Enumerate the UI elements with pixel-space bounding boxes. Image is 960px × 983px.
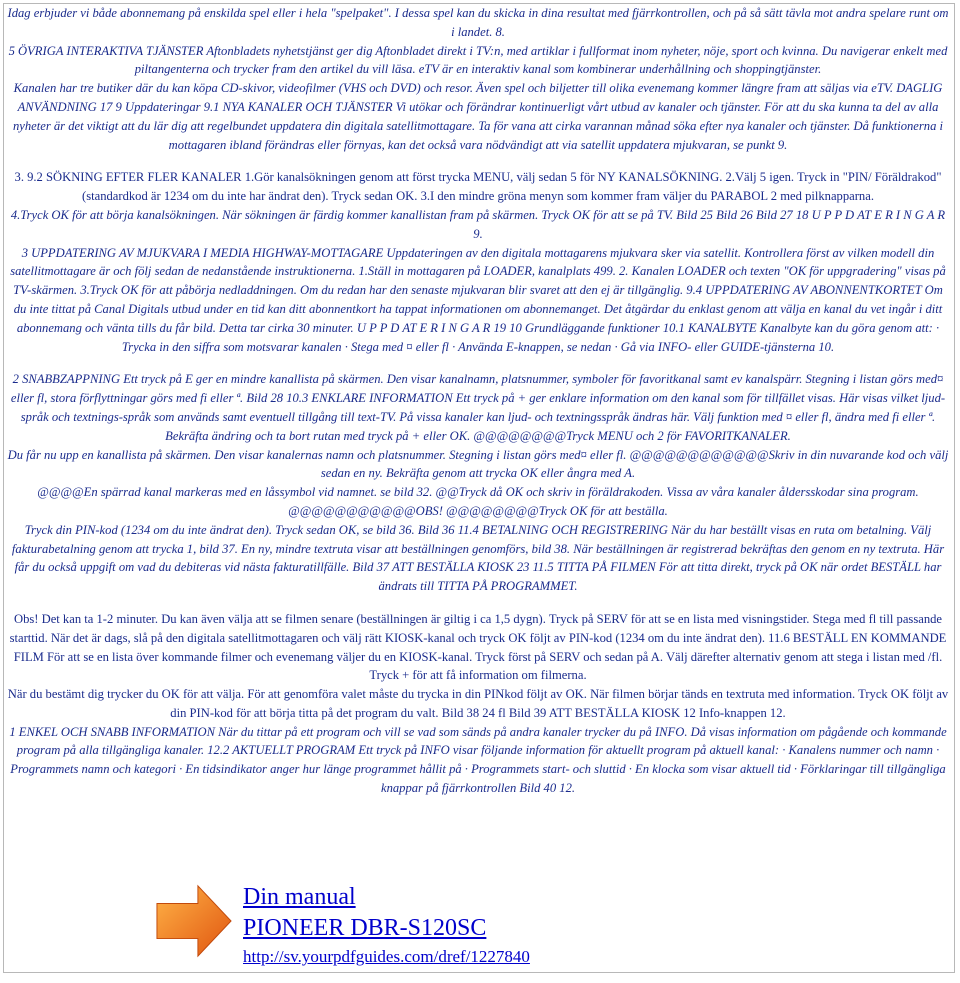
- paragraph-gap: [6, 596, 950, 610]
- paragraph: Tryck din PIN-kod (1234 om du inte ändrat den). Tryck sedan OK, se bild 36. Bild 36 11.4 BETALNING OCH REGISTRERING När du har beställt visas en ruta om betalning. Välj fakturabetalning genom att trycka 1, bild 37. En ny, mindre textruta visar att beställningen genomförs, bild 38. När beställningen är registrerad bekräftas den genom en ny textruta. Här får du också uppgift om vad du debiteras vid nästa fakturatillfälle. Bild 37 ATT BESTÄLLA KIOSK 23 11.5 TITTA PÅ FILMEN För att titta direkt, tryck på OK när ordet BESTÄLL har ändrats till TITTA PÅ PROGRAMMET.: [11, 522, 945, 594]
- paragraph: Obs! Det kan ta 1-2 minuter. Du kan även välja att se filmen senare (beställningen är giltig i ca 1,5 dygn). Tryck på SERV för att se en lista med visningstider. Stega med fl till passande starttid. När det är dags, slå på den digitala satellitmottagaren och välj rätt KIOSK-kanal och tryck OK följt av PIN-kod (1234 om du inte ändrat den). 11.6 BESTÄLL EN KOMMANDE FILM För att se en lista över kommande filmer och evenemang väljer du en KIOSK-kanal. Tryck först på SERV och sedan på A. Välj därefter alternativ genom att stega i listan med /fl. Tryck + för att få information om filmerna.: [9, 611, 947, 683]
- paragraph: 3. 9.2 SÖKNING EFTER FLER KANALER 1.Gör kanalsökningen genom att först trycka MENU, välj sedan 5 för NY KANALSÖKNING. 2.Välj 5 igen. Tryck in "PIN/ Föräldrakod" (standardkod är 1234 om du inte har ändrat den). Tryck sedan OK. 3.I den mindre gröna menyn som kommer fram väljer du PARABOL 2 med pilknapparna.: [14, 170, 942, 204]
- paragraph: 5 ÖVRIGA INTERAKTIVA TJÄNSTER Aftonbladets nyhetstjänst ger dig Aftonbladet direkt i TV:n, med artiklar i fullformat inom nyheter, nöje, sport och kvinna. Du navigerar enkelt med piltangenterna och trycker fram den artikel du vill läsa. eTV är en interaktiv kanal som kombinerar underhållning och shoppingtjänster.: [8, 43, 948, 77]
- paragraph-gap: [6, 356, 950, 370]
- paragraph: Du får nu upp en kanallista på skärmen. Den visar kanalernas namn och platsnummer. Stegning i listan görs med¤ eller fl. @@@@@@@@@@@@Skriv in din nuvarande kod och välj sedan en ny. Bekräfta genom att trycka OK eller ångra med A.: [7, 447, 949, 481]
- paragraph: 1 ENKEL OCH SNABB INFORMATION När du tittar på ett program och vill se vad som sänds på andra kanaler trycker du på INFO. Då visas information om pågående och kommande program på alla tillgängliga kanaler. 12.2 AKTUELLT PROGRAM Ett tryck på INFO visar följande information för aktuellt program på aktuell kanal: · Kanalens nummer och namn · Programmets namn och kategori · En tidsindikator anger hur länge programmet hållit på · Programmets start- och sluttid · En klocka som visar aktuell tid · Förklaringar till tillgängliga knappar på fjärrkontrollen Bild 40 12.: [9, 724, 947, 796]
- paragraph: @@@@En spärrad kanal markeras med en låssymbol vid namnet. se bild 32. @@Tryck då OK och skriv in föräldrakoden. Vissa av våra kanaler åldersskodar sina program. @@@@@@@@@@@OBS! @@@@@@@@Tryck OK för att beställa.: [37, 485, 919, 518]
- manual-link[interactable]: Din manual: [243, 884, 356, 910]
- url-link[interactable]: http://sv.yourpdfguides.com/dref/1227840: [243, 947, 530, 966]
- paragraph: 3 UPPDATERING AV MJUKVARA I MEDIA HIGHWAY-MOTTAGARE Uppdateringen av den digitala mottagarens mjukvara sker via satellit. Kontrollera först av vilken modell din satellitmottagare är och följ sedan de nedanstående instruktionerna. 1.Ställ in mottagaren på LOADER, kanalplats 499. 2. Kanalen LOADER och texten "OK för uppgradering" visas på TV-skärmen. 3.Tryck OK för att påbörja nedladdningen. Om du redan har den senaste mjukvaran blir svaret att den ej är tillgänglig. 9.4 UPPDATERING AV ABONNENTKORTET Om du inte tittat på Canal Digitals utbud under en tid kan ditt abonnentkort ha tappat informationen om abonnemanget. Det åtgärdar du enklast genom att välja en kanal du vet ingår i ditt abonnemang och vänta tills du får bild. Detta tar cirka 30 minuter. U P P D AT E R I N G A R 19 10 Grundläggande funktioner 10.1 KANALBYTE Kanalbyte kan du göra genom att: · Trycka in den siffra som motsvarar kanalen · Stega med ¤ eller fl · Använda E-knappen, se nedan · Gå via INFO- eller GUIDE-tjänsterna 10.: [10, 245, 946, 354]
- product-link[interactable]: PIONEER DBR-S120SC: [243, 915, 487, 941]
- paragraph: 4.Tryck OK för att börja kanalsökningen. När sökningen är färdig kommer kanallistan fram på skärmen. Tryck OK för att se på TV. Bild 25 Bild 26 Bild 27 18 U P P D AT E R I N G A R 9.: [10, 207, 946, 241]
- paragraph: När du bestämt dig trycker du OK för att välja. För att genomföra valet måste du trycka in din PINkod följt av OK. När filmen börjar tänds en textruta med information. Tryck OK följt av din PIN-kod för att börja titta på det program du valt. Bild 38 24 fl Bild 39 ATT BESTÄLLA KIOSK 12 Info-knappen 12.: [7, 687, 949, 720]
- manual-footer: [155, 878, 715, 970]
- paragraph-gap: [6, 154, 950, 168]
- paragraph: Kanalen har tre butiker där du kan köpa CD-skivor, videofilmer (VHS och DVD) och resor. Även spel och biljetter till olika evenemang kommer längre fram att säljas via eTV. DAGLIG ANVÄNDNING 17 9 Uppdateringar 9.1 NYA KANALER OCH TJÄNSTER Vi utökar och förändrar kontinuerligt vårt utbud av kanaler och tjänster. För att du ska kunna ta del av alla nyheter är det viktigt att du lär dig att regelbundet uppdatera din digitala satellitmottagare. Ta för vana att cirka varannan månad söka efter nya kanaler och tjänster. Då funktionerna i mottagaren ibland förändras eller förnyas, kan det också vara nödvändigt att via satellit uppdatera mjukvaran, se punkt 9.: [12, 81, 944, 152]
- manual-links: [243, 882, 530, 970]
- manual-text-body: [6, 4, 950, 798]
- orange-arrow-icon: [155, 882, 233, 960]
- paragraph: Idag erbjuder vi både abonnemang på enskilda spel eller i hela "spelpaket". I dessa spel kan du skicka in dina resultat med fjärrkontrollen, och på så sätt tävla mot andra spelare runt om i landet. 8.: [7, 6, 949, 39]
- paragraph: 2 SNABBZAPPNING Ett tryck på E ger en mindre kanallista på skärmen. Den visar kanalnamn, platsnummer, symboler för favoritkanal samt ev kanalspärr. Stegning i listan görs med¤ eller fl, stora förflyttningar görs med fi eller ª. Bild 28 10.3 ENKLARE INFORMATION Ett tryck på + ger enklare information om den kanal som för tillfället visas. Här visas vilket ljud-språk och textnings-språk som används samt eventuell tillgång till text-TV. På vissa kanaler kan ljud- och textningsspråk ändras här. Välj funktion med ¤ eller fl, ändra med fi eller ª. Bekräfta ändring och ta bort rutan med tryck på + eller OK. @@@@@@@@Tryck MENU och 2 för FAVORITKANALER.: [10, 372, 946, 443]
